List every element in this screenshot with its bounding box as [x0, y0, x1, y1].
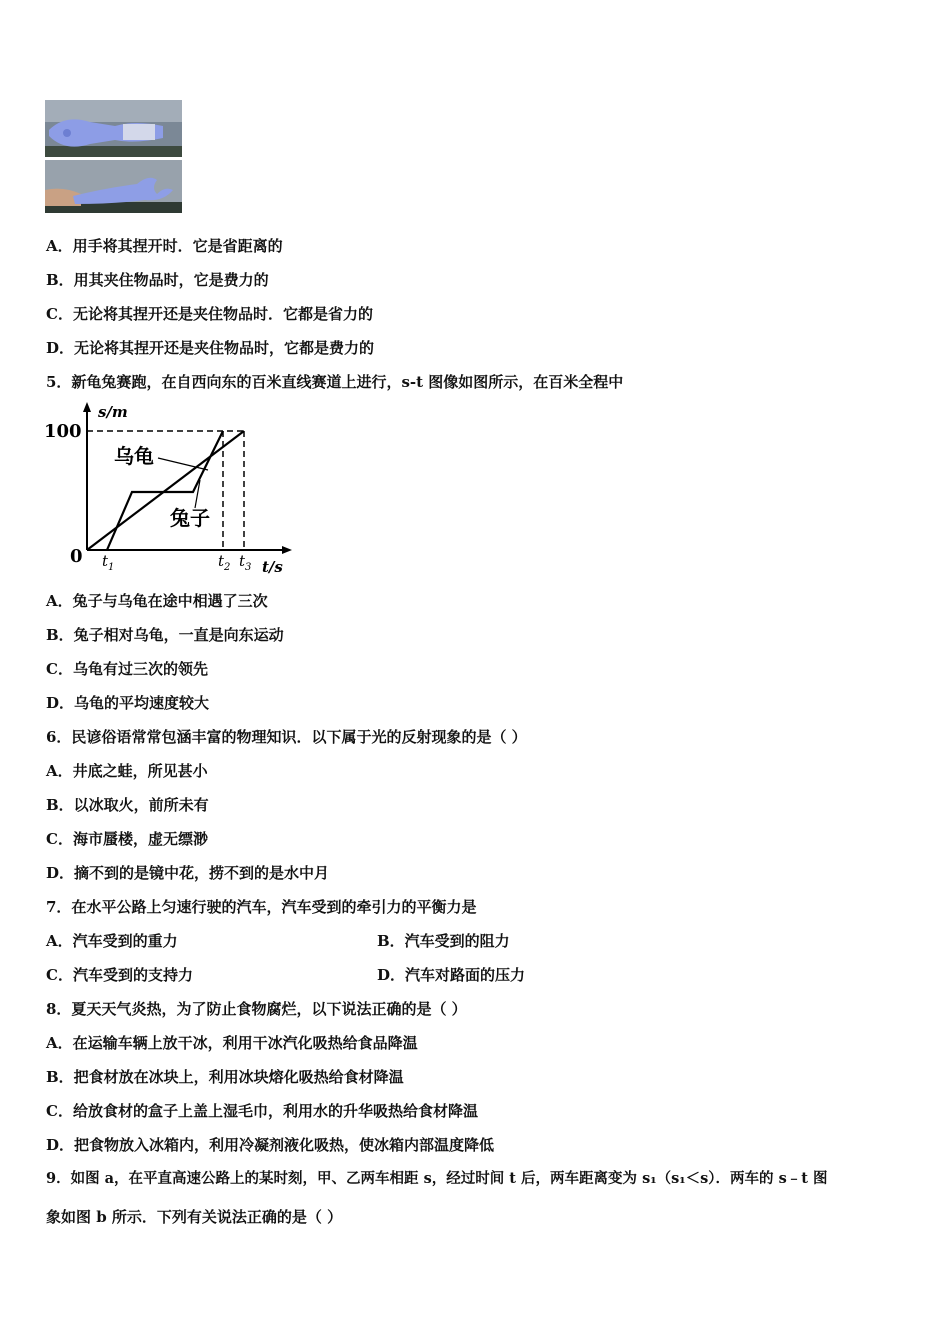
q8-option-d: D．把食物放入冰箱内，利用冷凝剂液化吸热，使冰箱内部温度降低: [46, 1136, 495, 1154]
q7-option-d: D．汽车对路面的压力: [377, 966, 526, 984]
q4-option-a: A．用手将其捏开时．它是省距离的: [46, 237, 283, 255]
q8-option-a: A．在运输车辆上放干冰，利用干冰汽化吸热给食品降温: [46, 1034, 418, 1052]
q6-option-b: B．以冰取火，前所未有: [46, 796, 209, 814]
q7-option-c: C．汽车受到的支持力: [46, 966, 193, 984]
tortoise-line: [87, 431, 244, 550]
q5-option-d: D．乌龟的平均速度较大: [46, 694, 210, 712]
q5-option-c: C．乌龟有过三次的领先: [46, 660, 208, 678]
x-axis-label: t/s: [262, 558, 283, 576]
q8-option-c: C．给放食材的盒子上盖上湿毛巾，利用水的升华吸热给食材降温: [46, 1102, 478, 1120]
t1-label: $t_1$: [102, 552, 115, 573]
q4-option-c: C．无论将其捏开还是夹住物品时．它都是省力的: [46, 305, 373, 323]
y-axis-label: s/m: [98, 403, 128, 421]
t2-label: $t_2$: [218, 552, 231, 573]
y-tick-100: 100: [44, 421, 82, 442]
q4-option-b: B．用其夹住物品时，它是费力的: [46, 271, 269, 289]
q7-option-b: B．汽车受到的阻力: [377, 932, 510, 950]
q5-option-b: B．兔子相对乌龟，一直是向东运动: [46, 626, 284, 644]
q5-st-graph: [40, 400, 295, 580]
tortoise-label: 乌龟: [114, 444, 154, 468]
q6-option-d: D．摘不到的是镜中花，捞不到的是水中月: [46, 864, 330, 882]
q6-stem: 6．民谚俗语常常包涵丰富的物理知识．以下属于光的反射现象的是（ ）: [46, 728, 527, 746]
clip-photo-top: [45, 100, 182, 157]
q5-stem: 5．新龟兔赛跑，在自西向东的百米直线赛道上进行，s-t 图像如图所示，在百米全程中: [46, 373, 624, 391]
y-axis-arrow: [83, 402, 91, 412]
q8-option-b: B．把食材放在冰块上，利用冰块熔化吸热给食材降温: [46, 1068, 404, 1086]
q4-option-d: D．无论将其捏开还是夹住物品时，它都是费力的: [46, 339, 375, 357]
t3-label: $t_3$: [239, 552, 252, 573]
q7-stem: 7．在水平公路上匀速行驶的汽车，汽车受到的牵引力的平衡力是: [46, 898, 477, 916]
q9-stem-line2: 象如图 b 所示．下列有关说法正确的是（ ）: [46, 1208, 343, 1226]
x-axis-arrow: [282, 546, 292, 554]
q6-option-c: C．海市蜃楼，虚无缥渺: [46, 830, 208, 848]
q8-stem: 8．夏天天气炎热，为了防止食物腐烂，以下说法正确的是（ ）: [46, 1000, 467, 1018]
origin-label: 0: [70, 546, 83, 567]
rabbit-label: 兔子: [170, 506, 210, 530]
q6-option-a: A．井底之蛙，所见甚小: [46, 762, 208, 780]
q9-stem-line1: 9．如图 a，在平直高速公路上的某时刻，甲、乙两车相距 s，经过时间 t 后，两车距离变为 s₁（s₁＜s）．两车的 s﹣t 图: [46, 1170, 828, 1187]
q5-option-a: A．兔子与乌龟在途中相遇了三次: [46, 592, 268, 610]
q7-option-a: A．汽车受到的重力: [46, 932, 178, 950]
clip-photo-bottom: [45, 160, 182, 213]
